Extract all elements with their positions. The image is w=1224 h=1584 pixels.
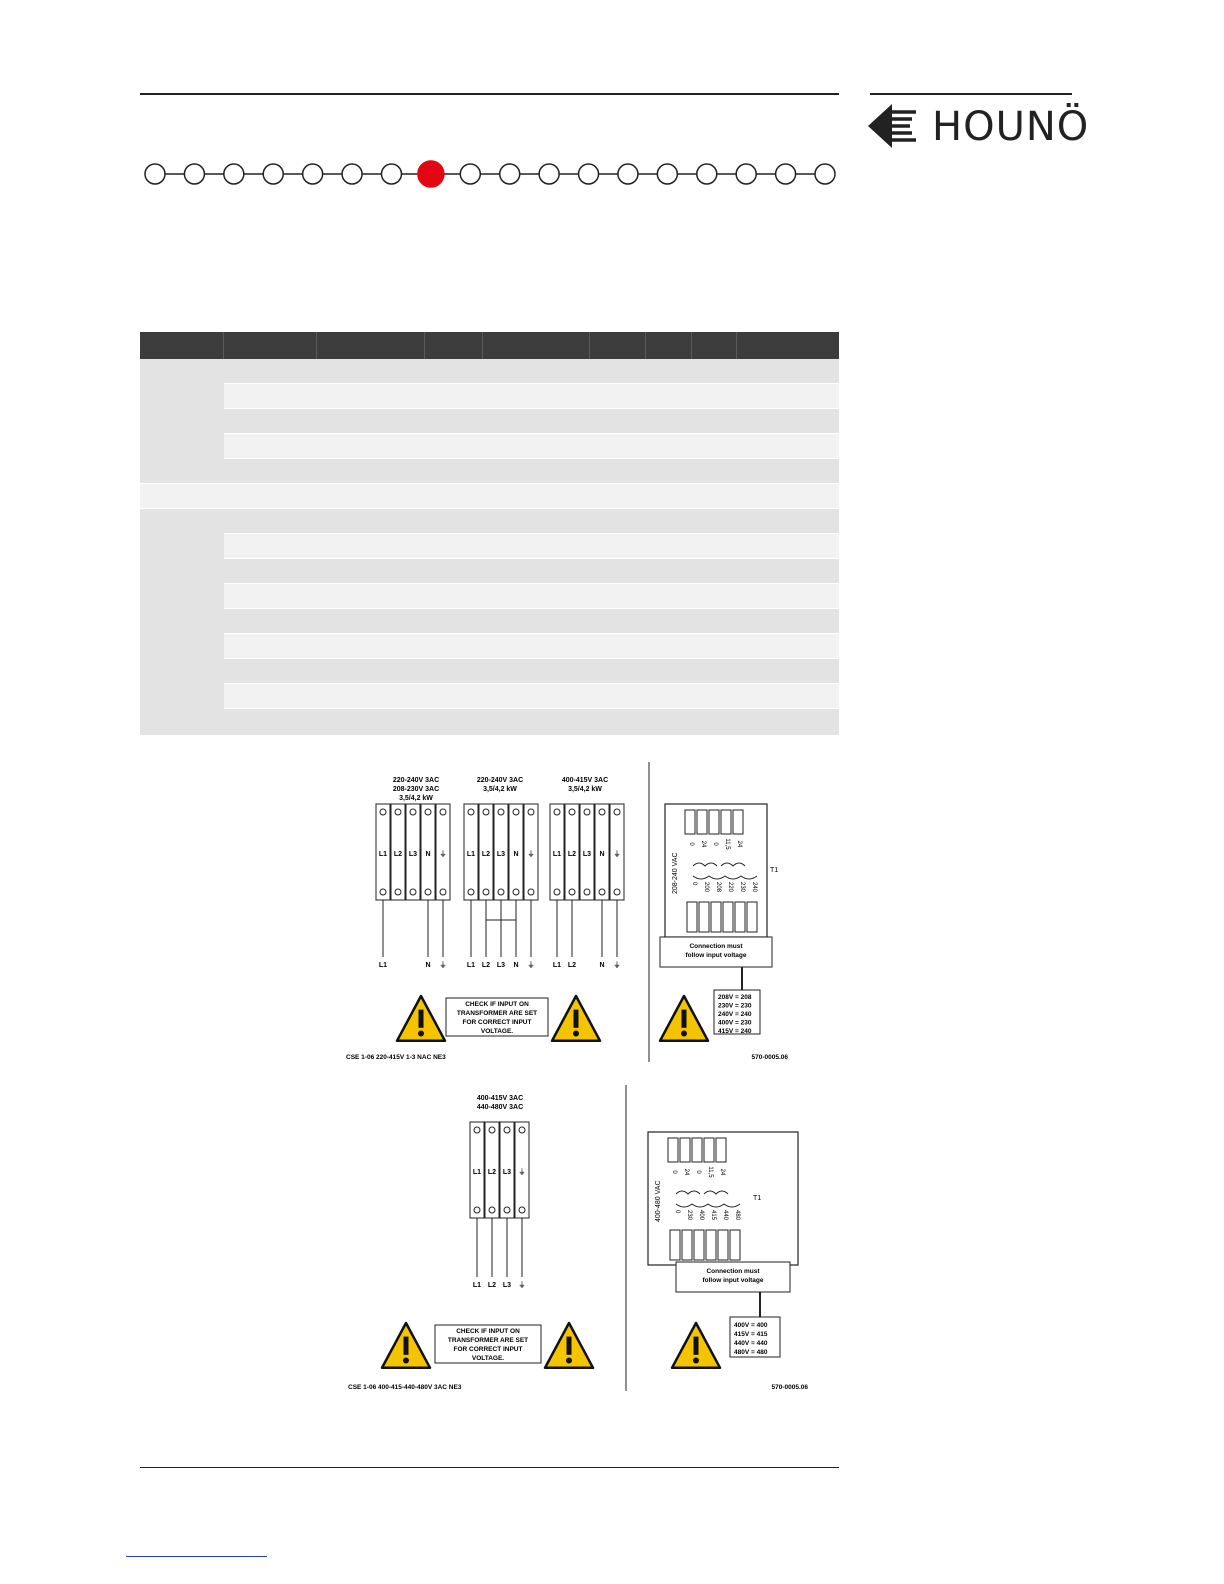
voltage-table-row: 400V = 400 xyxy=(734,1322,768,1329)
block-d-terminal-label: L3 xyxy=(502,1169,512,1176)
t1b-tap-label: 415 xyxy=(710,1210,716,1221)
warning-text: FOR CORRECT INPUT xyxy=(453,1346,523,1353)
t1b-tap-terminal xyxy=(694,1230,704,1260)
table-body xyxy=(140,359,839,735)
t1b-transformer-voltage: 400-480 VAC xyxy=(655,1180,662,1222)
warning-text: VOLTAGE. xyxy=(471,1355,505,1362)
t1b-tap-label: 230 xyxy=(686,1210,692,1221)
progress-step xyxy=(697,164,717,184)
wiring-diagram-single-phase xyxy=(340,762,800,1067)
warning-icon xyxy=(672,1323,720,1368)
t1-tap-terminal xyxy=(723,902,733,932)
block-heading: 220-240V 3AC xyxy=(476,777,524,784)
t1b-tap-label: 0 xyxy=(671,1170,677,1174)
progress-step xyxy=(145,164,165,184)
t1-tap-label: 0 xyxy=(712,842,718,846)
t1-tap-label: 240 xyxy=(751,882,757,893)
block-c-terminal-label: L3 xyxy=(582,851,592,858)
t1-tap-terminal xyxy=(735,902,745,932)
block-a-terminal-block xyxy=(376,804,450,900)
supply-label: N xyxy=(599,962,605,969)
table-row xyxy=(224,534,839,559)
block-c-terminal-label: L1 xyxy=(552,851,562,858)
progress-step xyxy=(381,164,401,184)
supply-label: L1 xyxy=(552,962,562,969)
progress-step xyxy=(539,164,559,184)
t1-transformer-tag: T1 xyxy=(770,867,779,874)
block-heading: 3,5/4,2 kW xyxy=(568,786,602,793)
supply-label: ⏚ xyxy=(613,962,621,969)
t1b-tap-label: 480 xyxy=(734,1210,740,1221)
connection-note: Connection must xyxy=(689,943,743,950)
progress-step xyxy=(657,164,677,184)
connection-note: Connection must xyxy=(706,1268,760,1275)
t1b-transformer-tag: T1 xyxy=(753,1195,762,1202)
t1b-tap-label: 0 xyxy=(674,1210,680,1214)
progress-step xyxy=(579,164,599,184)
footer-link-underline[interactable] xyxy=(126,1556,267,1557)
t1-tap-terminal xyxy=(747,902,757,932)
table-row xyxy=(224,409,839,434)
supply-label: L1 xyxy=(472,1282,482,1289)
table-row xyxy=(224,434,839,459)
voltage-table-row: 415V = 240 xyxy=(718,1028,752,1035)
t1-tap-label: 24 xyxy=(736,840,742,848)
t1b-tap-label: 0 xyxy=(695,1170,701,1174)
warning-text: TRANSFORMER ARE SET xyxy=(447,1337,529,1344)
block-d-terminal-block xyxy=(470,1122,529,1218)
footer-rule xyxy=(140,1467,839,1468)
block-a-terminal-label: N xyxy=(425,851,431,858)
block-heading: 3,5/4,2 kW xyxy=(399,795,433,802)
block-heading: 400-415V 3AC xyxy=(476,1095,524,1102)
diagram-code: CSE 1-06 400-415-440-480V 3AC NE3 xyxy=(348,1384,462,1391)
progress-step xyxy=(263,164,283,184)
progress-step xyxy=(736,164,756,184)
t1b-tap-terminal xyxy=(680,1138,690,1162)
t1b-tap-terminal xyxy=(704,1138,714,1162)
t1-tap-label: 0 xyxy=(691,882,697,886)
warning-icon xyxy=(397,996,445,1041)
t1b-tap-label: 24 xyxy=(719,1168,725,1176)
t1-tap-terminal xyxy=(721,810,731,834)
t1-tap-terminal xyxy=(685,810,695,834)
table-row xyxy=(140,484,839,509)
table-row xyxy=(224,559,839,584)
progress-step xyxy=(184,164,204,184)
warning-text: TRANSFORMER ARE SET xyxy=(456,1010,538,1017)
progress-step xyxy=(500,164,520,184)
progress-step-current xyxy=(418,161,444,187)
progress-step xyxy=(776,164,796,184)
t1b-tap-terminal xyxy=(668,1138,678,1162)
t1-tap-label: 200 xyxy=(703,882,709,893)
table-row xyxy=(224,659,839,684)
block-d-terminal-label: L1 xyxy=(472,1169,482,1176)
block-a-terminal-label: L2 xyxy=(393,851,403,858)
block-a-terminal-label: L3 xyxy=(408,851,418,858)
supply-label: L2 xyxy=(481,962,491,969)
supply-label: L1 xyxy=(378,962,388,969)
supply-label: L2 xyxy=(567,962,577,969)
t1b-tap-terminal xyxy=(706,1230,716,1260)
block-c-terminal-label: N xyxy=(599,851,605,858)
warning-text: CHECK IF INPUT ON xyxy=(465,1001,529,1008)
block-a-terminal-label: ⏚ xyxy=(439,851,447,858)
supply-label: ⏚ xyxy=(439,962,447,969)
t1-tap-terminal xyxy=(711,902,721,932)
table-row xyxy=(224,709,839,735)
table-row xyxy=(224,509,839,534)
spec-table xyxy=(140,332,839,735)
block-c-terminal-label: L2 xyxy=(567,851,577,858)
warning-text: VOLTAGE. xyxy=(480,1028,514,1035)
block-heading: 208-230V 3AC xyxy=(392,786,440,793)
progress-step xyxy=(815,164,835,184)
table-row xyxy=(224,609,839,634)
block-c-terminal-label: ⏚ xyxy=(613,851,621,858)
block-heading: 400-415V 3AC xyxy=(561,777,609,784)
t1-tap-terminal xyxy=(733,810,743,834)
t1b-tap-terminal xyxy=(682,1230,692,1260)
table-row xyxy=(224,584,839,609)
warning-text: CHECK IF INPUT ON xyxy=(456,1328,520,1335)
block-b-terminal-block xyxy=(464,804,538,900)
block-b-terminal-label: L2 xyxy=(481,851,491,858)
t1-tap-label: 24 xyxy=(700,840,706,848)
block-heading: 220-240V 3AC xyxy=(392,777,440,784)
block-b-terminal-label: N xyxy=(513,851,519,858)
t1b-tap-label: 400 xyxy=(698,1210,704,1221)
connection-note: follow input voltage xyxy=(685,952,747,959)
block-heading: 440-480V 3AC xyxy=(476,1104,524,1111)
table-row xyxy=(140,459,839,484)
progress-step xyxy=(342,164,362,184)
diagram-code: 570-0005.06 xyxy=(771,1384,808,1391)
voltage-table-row: 230V = 230 xyxy=(718,1002,752,1010)
voltage-table-row: 415V = 415 xyxy=(734,1331,768,1338)
brand-wordmark: HOUNÖ xyxy=(932,104,1090,150)
supply-label: L1 xyxy=(466,962,476,969)
progress-step xyxy=(303,164,323,184)
warning-icon xyxy=(660,996,708,1041)
t1-tap-terminal xyxy=(697,810,707,834)
block-d-terminal-label: ⏚ xyxy=(518,1169,526,1176)
block-b-terminal-label: ⏚ xyxy=(527,851,535,858)
progress-step xyxy=(618,164,638,184)
t1-tap-label: 0 xyxy=(688,842,694,846)
t1b-tap-terminal xyxy=(718,1230,728,1260)
t1b-tap-terminal xyxy=(730,1230,740,1260)
supply-label: ⏚ xyxy=(527,962,535,969)
t1b-tap-label: 440 xyxy=(722,1210,728,1221)
t1-transformer-voltage: 208-240 VAC xyxy=(672,852,679,894)
supply-label: L2 xyxy=(487,1282,497,1289)
header-rule xyxy=(140,93,839,95)
warning-text: FOR CORRECT INPUT xyxy=(462,1019,532,1026)
voltage-table-row: 480V = 480 xyxy=(734,1349,768,1356)
voltage-table-row: 240V = 240 xyxy=(718,1011,752,1018)
t1-tap-label: 220 xyxy=(727,882,733,893)
table-row xyxy=(224,359,839,384)
block-d-terminal-label: L2 xyxy=(487,1169,497,1176)
t1b-tap-label: 11,5 xyxy=(707,1166,713,1178)
block-c-terminal-block xyxy=(550,804,624,900)
supply-label: N xyxy=(513,962,519,969)
t1b-tap-terminal xyxy=(692,1138,702,1162)
wiring-diagram-three-phase xyxy=(340,1085,810,1395)
table-row xyxy=(224,384,839,409)
warning-icon xyxy=(552,996,600,1041)
voltage-table-row: 400V = 230 xyxy=(718,1019,752,1027)
block-a-terminal-label: L1 xyxy=(378,851,388,858)
t1b-tap-terminal xyxy=(670,1230,680,1260)
table-row xyxy=(224,634,839,659)
block-b-terminal-label: L3 xyxy=(496,851,506,858)
t1-tap-label: 11,5 xyxy=(724,838,730,850)
t1-tap-terminal xyxy=(709,810,719,834)
warning-icon xyxy=(382,1323,430,1368)
block-heading: 3,5/4,2 kW xyxy=(483,786,517,793)
table-row xyxy=(224,684,839,709)
t1-tap-label: 230 xyxy=(739,882,745,893)
block-b-terminal-label: L1 xyxy=(466,851,476,858)
t1-tap-terminal xyxy=(687,902,697,932)
supply-label: ⏚ xyxy=(518,1282,526,1289)
voltage-table-row: 440V = 440 xyxy=(734,1340,768,1347)
supply-label: L3 xyxy=(496,962,506,969)
progress-step xyxy=(224,164,244,184)
t1b-tap-label: 24 xyxy=(683,1168,689,1176)
supply-label: N xyxy=(425,962,431,969)
diagram-code: CSE 1-06 220-415V 1-3 NAC NE3 xyxy=(346,1054,446,1061)
table-header xyxy=(140,332,839,359)
voltage-table-row: 208V = 208 xyxy=(718,994,752,1001)
diagram-code: 570-0005.06 xyxy=(751,1054,788,1061)
supply-label: L3 xyxy=(502,1282,512,1289)
t1b-tap-terminal xyxy=(716,1138,726,1162)
t1-tap-terminal xyxy=(699,902,709,932)
connection-note: follow input voltage xyxy=(702,1277,764,1284)
t1-tap-label: 208 xyxy=(715,882,721,893)
warning-icon xyxy=(545,1323,593,1368)
progress-step xyxy=(460,164,480,184)
logo-rule xyxy=(870,93,1072,95)
step-progress xyxy=(140,156,840,192)
